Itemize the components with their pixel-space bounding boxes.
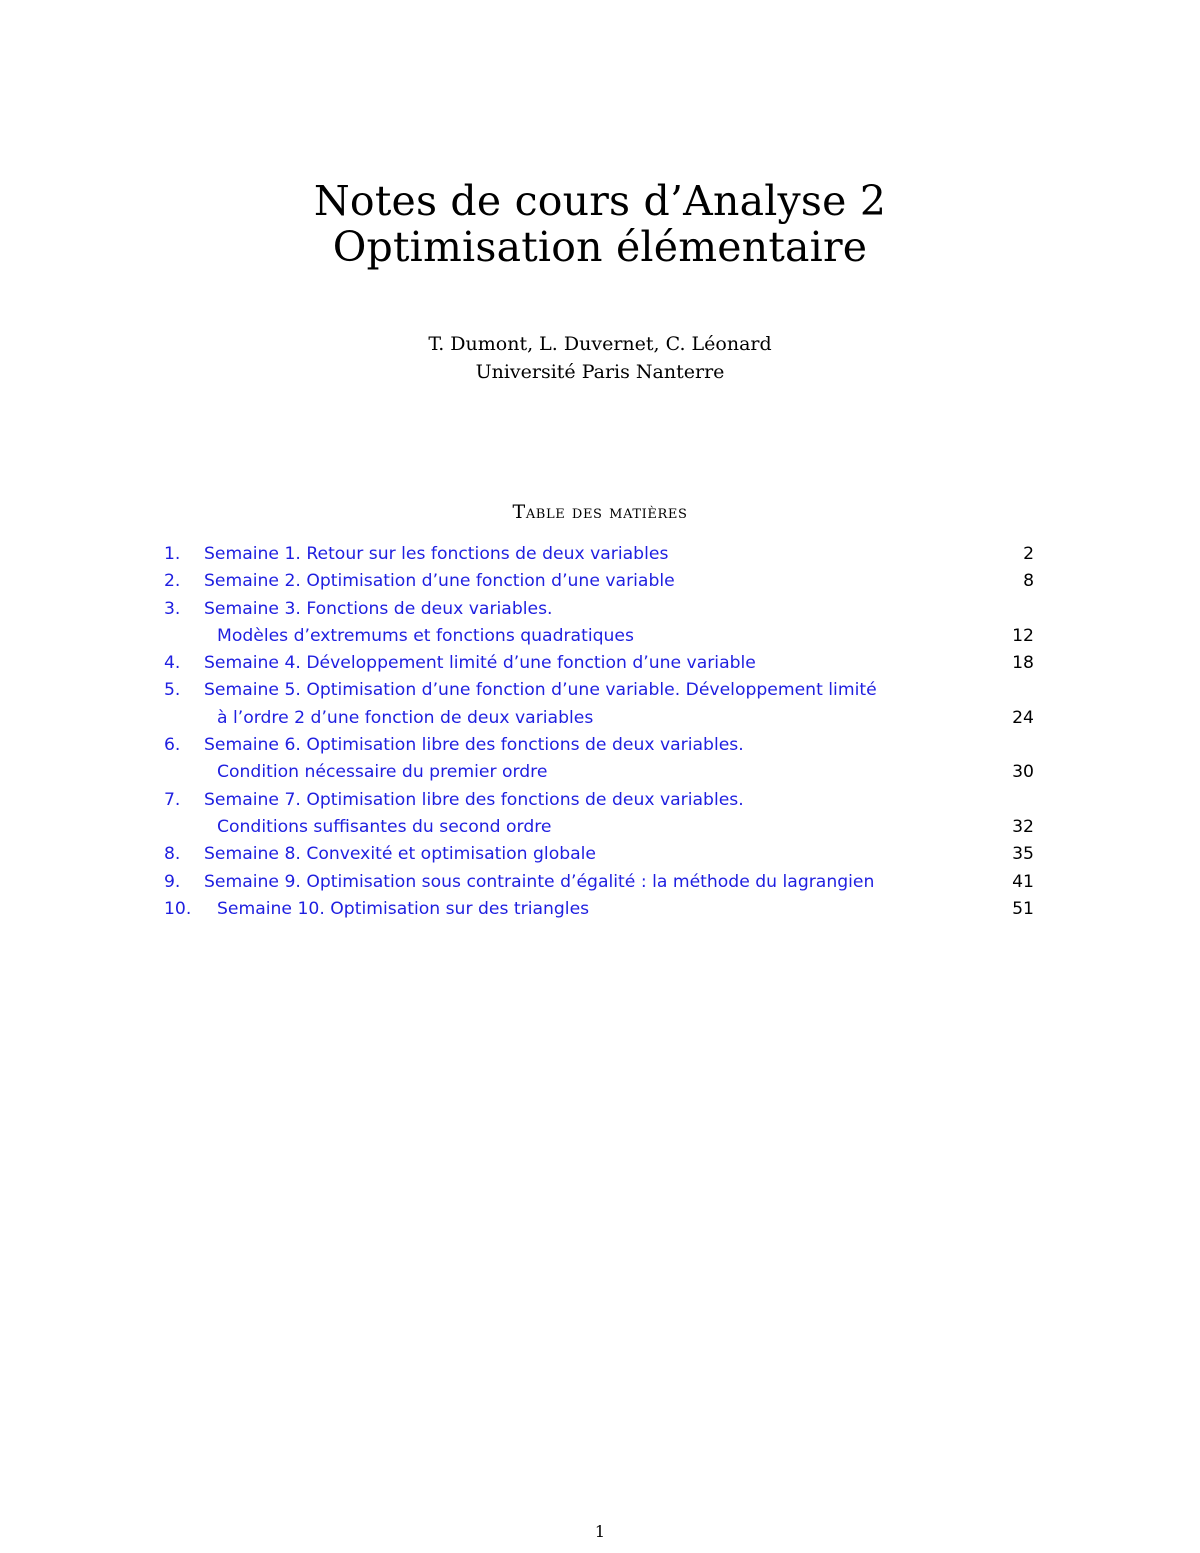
toc-entry-number: 7. [164, 789, 181, 810]
toc-entry-1[interactable] [164, 541, 1034, 568]
toc-entry-link[interactable]: Semaine 3. Fonctions de deux variables. [204, 598, 553, 619]
toc-entry-page: 41 [1012, 871, 1034, 892]
toc-entry-page: 2 [1023, 544, 1034, 564]
toc-entry-9[interactable] [164, 869, 1034, 896]
toc-entry-link[interactable]: Semaine 8. Convexité et optimisation globale [204, 844, 597, 865]
toc-entry-number: 10. [164, 898, 192, 919]
toc-entry-number: 1. [164, 544, 181, 564]
toc-entry-number: 6. [164, 735, 181, 756]
authors: T. Dumont, L. Duvernet, C. Léonard [428, 333, 772, 355]
title-line-1: Notes de cours d’Analyse 2 [313, 177, 887, 225]
toc-entry-6-continued[interactable] [164, 759, 1034, 786]
toc-entry-number: 5. [164, 680, 181, 701]
toc-entry-link[interactable]: Semaine 5. Optimisation d’une fonction d’une variable. Développement limité [204, 680, 877, 701]
toc-entry-7-continued[interactable] [164, 814, 1034, 841]
toc-entry-7[interactable] [164, 787, 1034, 814]
toc-entry-page: 18 [1012, 653, 1034, 674]
page-number: 1 [594, 1522, 606, 1541]
document-title [0, 178, 1200, 270]
toc-entry-link-continued[interactable]: à l’ordre 2 d’une fonction de deux variables [217, 707, 594, 728]
toc-entry-5-continued[interactable] [164, 705, 1034, 732]
toc-entry-page: 51 [1012, 898, 1034, 919]
toc-entry-link[interactable]: Semaine 6. Optimisation libre des fonctions de deux variables. [204, 735, 744, 756]
toc-entry-number: 4. [164, 653, 181, 674]
toc-entry-3[interactable] [164, 596, 1034, 623]
toc-entry-link-continued[interactable]: Condition nécessaire du premier ordre [217, 762, 548, 783]
toc-entry-link[interactable]: Semaine 9. Optimisation sous contrainte d’égalité : la méthode du lagrangien [204, 871, 875, 892]
toc-entry-8[interactable] [164, 841, 1034, 868]
toc-entry-link[interactable]: Semaine 2. Optimisation d’une fonction d’une variable [204, 571, 675, 592]
toc-entry-page: 32 [1012, 816, 1034, 837]
toc-entry-page: 30 [1012, 762, 1034, 783]
toc-entry-5[interactable] [164, 677, 1034, 704]
toc-heading: Table des matières [512, 501, 688, 523]
toc-entry-number: 3. [164, 598, 181, 619]
title-line-2: Optimisation élémentaire [332, 223, 868, 271]
author-block [0, 330, 1200, 386]
table-of-contents [164, 541, 1034, 923]
toc-entry-10[interactable] [164, 896, 1034, 923]
toc-entry-link[interactable]: Semaine 7. Optimisation libre des fonctions de deux variables. [204, 789, 744, 810]
toc-entry-page: 35 [1012, 844, 1034, 865]
toc-entry-link-continued[interactable]: Conditions suffisantes du second ordre [217, 816, 552, 837]
toc-entry-link-continued[interactable]: Modèles d’extremums et fonctions quadratiques [217, 625, 634, 646]
toc-entry-3-continued[interactable] [164, 623, 1034, 650]
toc-entry-link[interactable]: Semaine 1. Retour sur les fonctions de deux variables [204, 544, 669, 564]
toc-entry-number: 2. [164, 571, 181, 592]
toc-entry-page: 12 [1012, 625, 1034, 646]
toc-entry-link[interactable]: Semaine 10. Optimisation sur des triangles [217, 898, 590, 919]
toc-entry-link[interactable]: Semaine 4. Développement limité d’une fonction d’une variable [204, 653, 756, 674]
affiliation: Université Paris Nanterre [475, 361, 725, 383]
toc-entry-page: 8 [1023, 571, 1034, 592]
toc-entry-page: 24 [1012, 707, 1034, 728]
toc-entry-2[interactable] [164, 568, 1034, 595]
toc-entry-number: 9. [164, 871, 181, 892]
toc-entry-6[interactable] [164, 732, 1034, 759]
toc-entry-4[interactable] [164, 650, 1034, 677]
toc-entry-number: 8. [164, 844, 181, 865]
